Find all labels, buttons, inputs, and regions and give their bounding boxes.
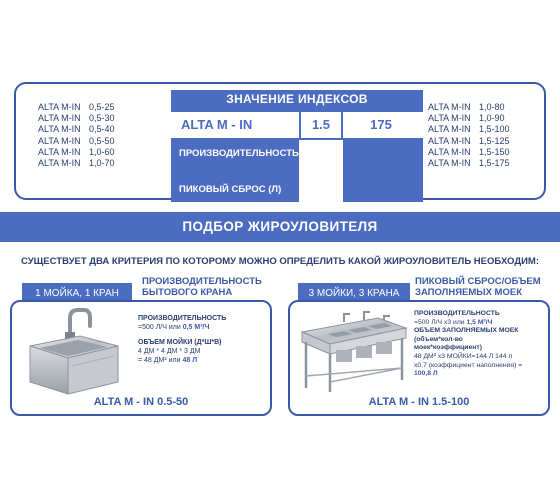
vol-highlight: 48 Л <box>182 357 198 364</box>
subtitle-line: БЫТОВОГО КРАНА <box>142 287 233 298</box>
label-peak: ПИКОВЫЙ СБРОС (Л) <box>179 184 282 195</box>
card-right-info <box>414 310 548 379</box>
example-model-name: ALTA M - IN <box>181 117 253 132</box>
list-item: ALTA M-IN 1,5-175 <box>428 158 510 169</box>
list-item: ALTA M-IN 0,5-30 <box>38 113 115 124</box>
list-item: ALTA M-IN 1,5-150 <box>428 146 510 157</box>
list-item: ALTA M-IN 1,5-100 <box>428 124 510 135</box>
vol-formula: моек*коэффициент) <box>414 344 482 352</box>
list-item: ALTA M-IN 1,5-125 <box>428 135 510 146</box>
card-right-subtitle <box>415 276 541 298</box>
vol-line: 48 ДМ² x3 МОЙКИ=144 Л 144 л <box>414 352 513 360</box>
card-left-label: 1 МОЙКА, 1 КРАН <box>22 283 132 305</box>
vol-line: 4 ДМ * 4 ДМ * 3 ДМ <box>138 348 201 355</box>
card-right <box>288 300 550 416</box>
index-explanation-block <box>171 90 423 202</box>
criteria-text: СУЩЕСТВУЕТ ДВА КРИТЕРИЯ ПО КОТОРОМУ МОЖНО ОПРЕДЕЛИТЬ КАКОЙ ЖИРОУЛОВИТЕЛЬ НЕОБХОДИМ: <box>20 256 539 267</box>
vol-line: = 48 ДМ² или <box>138 357 183 364</box>
vol-line: x0,7 (коэффициент наполнения) = <box>414 361 523 369</box>
subtitle-line: ЗАПОЛНЯЕМЫХ МОЕК <box>415 287 522 298</box>
card-left-model: ALTA M - IN 0.5-50 <box>93 396 189 408</box>
list-item: ALTA M-IN 1,0-70 <box>38 158 115 169</box>
prod-heading: ПРОИЗВОДИТЕЛЬНОСТЬ <box>414 310 500 317</box>
list-item: ALTA M-IN 0,5-25 <box>38 102 115 112</box>
prod-value-highlight: 0,5 М³/Ч <box>182 324 210 331</box>
card-right-model: ALTA M - IN 1.5-100 <box>368 396 470 408</box>
prod-value: =500 Л/Ч x3 или <box>414 318 467 326</box>
prod-value-highlight: 1,5 М³/Ч <box>466 318 493 326</box>
left-model-list <box>38 102 115 169</box>
card-left <box>10 300 272 416</box>
card-right-label: 3 МОЙКИ, 3 КРАНА <box>298 283 410 305</box>
example-index-productivity: 1.5 <box>299 112 343 138</box>
label-productivity: ПРОИЗВОДИТЕЛЬНОСТЬ (М³/ЧАС) <box>179 148 342 159</box>
card-left-subtitle <box>142 276 262 298</box>
section-title: ПОДБОР ЖИРОУЛОВИТЕЛЯ <box>0 212 560 242</box>
right-model-list <box>428 102 510 169</box>
list-item: ALTA M-IN 0,5-50 <box>38 135 115 146</box>
list-item: ALTA M-IN 1,0-90 <box>428 113 505 124</box>
vol-result: 100,8 Л <box>414 370 438 378</box>
list-item: ALTA M-IN 1,0-80 <box>428 102 505 112</box>
vol-heading: ОБЪЕМ ЗАПОЛНЯЕМЫХ МОЕК <box>414 327 519 335</box>
index-title: ЗНАЧЕНИЕ ИНДЕКСОВ <box>226 92 368 106</box>
prod-value: =500 Л/Ч или <box>138 324 183 331</box>
index-example-row <box>171 110 423 140</box>
subtitle-line: ПРОИЗВОДИТЕЛЬНОСТЬ <box>142 276 262 287</box>
prod-heading: ПРОИЗВОДИТЕЛЬНОСТЬ <box>138 315 227 322</box>
triple-sink-image <box>298 310 410 394</box>
list-item: ALTA M-IN 0,5-40 <box>38 124 115 135</box>
index-panel <box>14 82 546 200</box>
card-left-info <box>138 314 268 365</box>
vol-heading: ОБЪЕМ МОЙКИ (Д*Ш*В) <box>138 339 222 346</box>
sink-image <box>20 306 124 398</box>
subtitle-line: ПИКОВЫЙ СБРОС/ОБЪЕМ <box>415 276 541 287</box>
example-index-peak: 175 <box>370 117 392 132</box>
vol-formula: (объем*кол-во <box>414 335 463 343</box>
list-item: ALTA M-IN 1,0-60 <box>38 146 115 157</box>
